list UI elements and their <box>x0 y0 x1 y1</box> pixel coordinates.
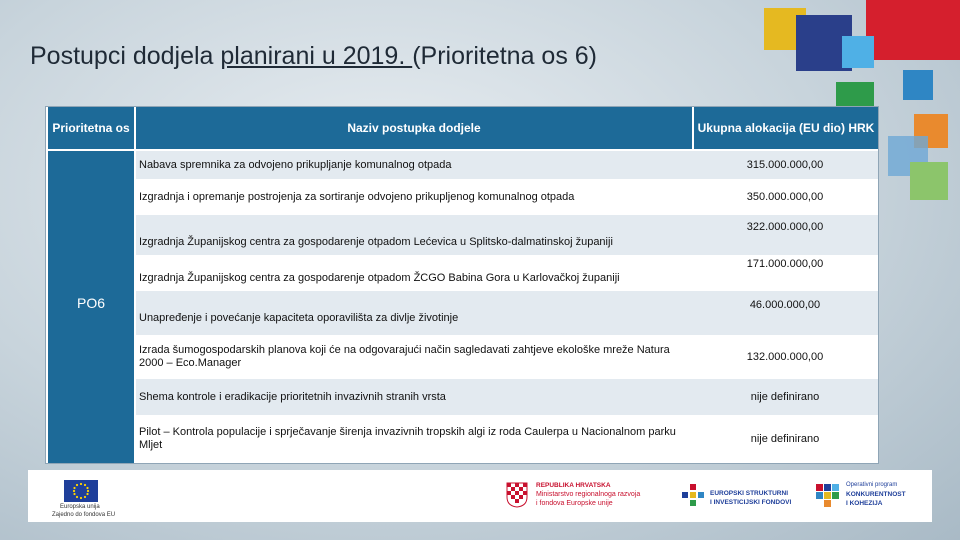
esif-line-2: I INVESTICIJSKI FONDOVI <box>710 499 792 506</box>
row-name: Shema kontrole i eradikacije prioritetnih invazivnih stranih vrsta <box>139 390 446 403</box>
table-row <box>136 379 878 415</box>
table-row <box>136 291 878 335</box>
table-row <box>136 151 878 179</box>
allocation-table <box>45 106 879 464</box>
deco-square-red <box>866 0 960 60</box>
title-suffix: (Prioritetna os 6) <box>412 42 598 70</box>
title-prefix: Postupci dodjela <box>30 42 221 70</box>
op-line-2: KONKURENTNOST <box>846 491 906 498</box>
croatia-coat-of-arms-icon <box>506 482 528 508</box>
ministry-line-3: i fondova Europske unije <box>536 500 613 507</box>
ministry-logo <box>506 480 686 516</box>
header-name: Naziv postupka dodjele <box>136 107 692 149</box>
table-row <box>136 179 878 215</box>
row-value: 315.000.000,00 <box>746 158 824 171</box>
footer-logos <box>28 470 932 522</box>
eu-flag-icon <box>64 480 98 502</box>
row-value: 46.000.000,00 <box>749 299 821 311</box>
row-name: Izrada šumogospodarskih planova koji će na odgovarajući način sagledavati zahtjeve ekološke mreže Natura 2000 – Eco.Manager <box>139 344 670 369</box>
ministry-line-1: REPUBLIKA HRVATSKA <box>536 482 611 489</box>
table-row <box>136 215 878 255</box>
eu-caption-2: Zajedno do fondova EU <box>52 512 116 518</box>
header-allocation: Ukupna alokacija (EU dio) HRK <box>694 107 878 149</box>
deco-square-lightgreen <box>910 162 948 200</box>
row-value: nije definirano <box>750 390 820 403</box>
table-row <box>136 415 878 463</box>
row-name: Pilot – Kontrola populacije i sprječavanje širenja invazivnih tropskih algi iz roda Caulerpa u Nacionalnom parku Mljet <box>139 426 676 451</box>
row-value: 171.000.000,00 <box>746 258 824 270</box>
header-axis: Prioritetna os <box>48 107 134 149</box>
row-name: Izgradnja Županijskog centra za gospodarenje otpadom Lećevica u Splitsko-dalmatinskoj županiji <box>139 236 613 248</box>
row-value: 322.000.000,00 <box>746 221 824 233</box>
row-name: Nabava spremnika za odvojeno prikupljanje komunalnog otpada <box>139 158 452 171</box>
row-value: 132.000.000,00 <box>746 350 824 363</box>
op-mark-icon <box>816 484 840 508</box>
esif-mark-icon <box>682 484 704 506</box>
row-name: Izgradnja i opremanje postrojenja za sortiranje odvojeno prikupljenog komunalnog otpada <box>139 190 575 203</box>
op-logo <box>816 478 932 518</box>
slide-title <box>30 42 597 71</box>
title-underlined: planirani u 2019. <box>220 42 413 70</box>
row-value: 350.000.000,00 <box>746 190 824 203</box>
eu-logo <box>46 478 116 520</box>
esif-logo <box>682 480 802 516</box>
deco-square-blue <box>903 70 933 100</box>
deco-square-lightblue <box>842 36 874 68</box>
ministry-line-2: Ministarstvo regionalnoga razvoja <box>536 491 641 498</box>
axis-value: PO6 <box>76 295 105 311</box>
table-row <box>136 335 878 379</box>
op-line-1: Operativni program <box>846 482 898 488</box>
op-line-3: I KOHEZIJA <box>846 500 883 507</box>
row-value: nije definirano <box>750 432 820 445</box>
esif-line-1: EUROPSKI STRUKTURNI <box>710 490 789 497</box>
row-name: Izgradnja Županijskog centra za gospodarenje otpadom ŽCGO Babina Gora u Karlovačkoj županiji <box>139 272 620 284</box>
axis-column <box>48 151 134 463</box>
row-name: Unapređenje i povećanje kapaciteta oporavilišta za divlje životinje <box>139 312 459 324</box>
table-row <box>136 255 878 291</box>
eu-caption-1: Europska unija <box>60 504 100 510</box>
